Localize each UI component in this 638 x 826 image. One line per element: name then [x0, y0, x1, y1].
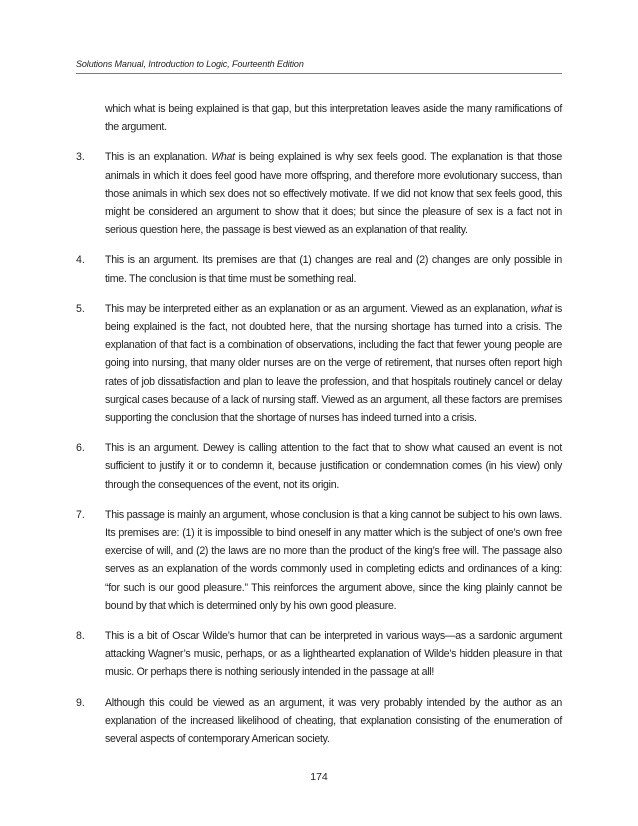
item-number: 6.: [76, 442, 85, 455]
item-number: 5.: [76, 302, 85, 315]
item-text: [105, 300, 562, 427]
item-number: 3.: [76, 151, 85, 164]
page-body: [76, 100, 562, 760]
item-text-post: is being explained is why sex feels good. The explanation is that those animals in which it does feel good have more offspring, and therefore more evolutionary success, than those animals in which sex does not so effectively motivate. If we did not know that sex feels good, this might be considered an argument to show that it does; but since the pleasure of sex is a fact not in serious question here, the passage is best viewed as an explanation of that reality.: [105, 151, 562, 237]
header-rule: [76, 73, 562, 74]
item-number: 7.: [76, 508, 85, 521]
item-text: This is an argument. Dewey is calling attention to the fact that to show what caused an event is not sufficient to justify it or to condemn it, because justification or condemnation comes (in his view) only through the consequences of the event, not its origin.: [105, 442, 562, 491]
item-number: 8.: [76, 630, 85, 643]
item-text-emphasis: What: [211, 151, 235, 164]
answer-item-4: [76, 251, 562, 287]
running-header: Solutions Manual, Introduction to Logic, Fourteenth Edition: [76, 59, 304, 69]
answer-item-8: [76, 627, 562, 682]
item-text: This passage is mainly an argument, whose conclusion is that a king cannot be subject to his own laws. Its premises are: (1) it is impossible to bind oneself in any matter which is the subject of one’s own free exercise of will, and (2) the laws are no more than the product of the king’s free will. The passage also serves as an explanation of the words commonly used in completing edicts and ordinances of a king: “for such is our good pleasure.” This reinforces the argument above, since the king plainly cannot be bound by that which is determined only by his own good pleasure.: [105, 508, 562, 612]
answer-item-9: [76, 694, 562, 749]
answer-item-7: [76, 506, 562, 615]
page-number: 174: [310, 771, 328, 783]
item-number: 9.: [76, 696, 85, 709]
item-text-emphasis: what: [530, 302, 552, 315]
item-text-pre: This may be interpreted either as an explanation or as an argument. Viewed as an explanation,: [105, 302, 531, 315]
item-number: 4.: [76, 254, 85, 267]
item-text: This is an argument. Its premises are that (1) changes are real and (2) changes are only possible in time. The conclusion is that time must be something real.: [105, 254, 562, 285]
answer-item-5: [76, 300, 562, 427]
item-text: Although this could be viewed as an argument, it was very probably intended by the author as an explanation of the increased likelihood of cheating, that explanation consisting of the enumeration of several aspects of contemporary American society.: [105, 696, 562, 746]
item-text: [105, 148, 562, 239]
item-text: This is a bit of Oscar Wilde’s humor that can be interpreted in various ways—as a sardonic argument attacking Wagner’s music, perhaps, or as a lighthearted explanation of Wilde’s hidden pleasure in that music. Or perhaps there is nothing seriously intended in the passage at all!: [105, 630, 562, 679]
answer-item-6: [76, 439, 562, 494]
item-text-post: is being explained is the fact, not doubted here, that the nursing shortage has turned into a crisis. The explanation of that fact is a combination of observations, including the fact that fewer young people are going into nursing, that many older nurses are on the verge of retirement, that nurses often report high rates of job dissatisfaction and plan to leave the profession, and that hospitals routinely cancel or delay surgical cases because of a lack of nursing staff. Viewed as an argument, all these factors are premises supporting the conclusion that the shortage of nurses has indeed turned into a crisis.: [105, 302, 562, 425]
continuation-paragraph: which what is being explained is that gap, but this interpretation leaves aside the many ramifications of the argument.: [105, 103, 562, 134]
answer-item-3: [76, 148, 562, 239]
item-text-pre: This is an explanation.: [105, 151, 212, 164]
